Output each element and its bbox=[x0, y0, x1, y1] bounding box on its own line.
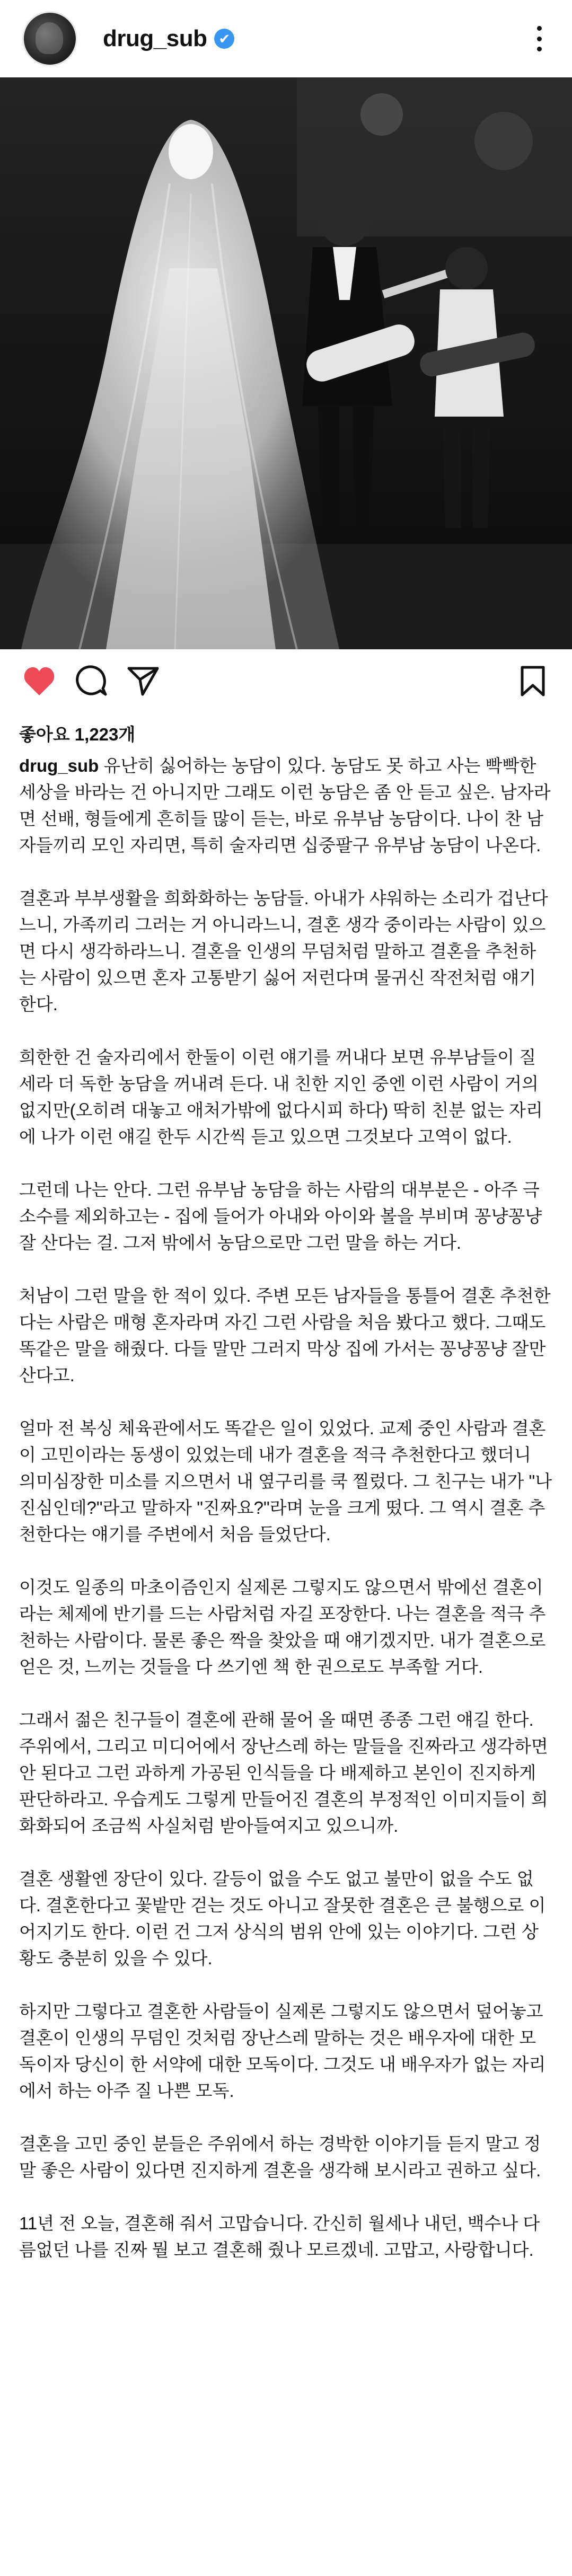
verified-badge-icon: ✔ bbox=[214, 29, 234, 49]
comment-button[interactable] bbox=[71, 661, 111, 701]
more-dot bbox=[537, 26, 542, 31]
like-button[interactable] bbox=[19, 661, 59, 701]
caption-paragraph: 얼마 전 복싱 체육관에서도 똑같은 일이 있었다. 교제 중인 사람과 결혼이 고민이라는 동생이 있었는데 내가 결혼을 적극 추천한다고 했더니 의미심장한 미소를 지으면서 내 옆구리를 쿡 찔렀다. 그 친구는 내가 "나 진심인데?"라고 말하자 "진짜요?"라며 눈을 크게 떴다. 그 역시 결혼 추천한다는 얘기를 주변에서 처음 들었단다. bbox=[19, 1418, 557, 1544]
caption-paragraph: 결혼을 고민 중인 분들은 주위에서 하는 경박한 이야기들 듣지 말고 정말 좋은 사람이 있다면 진지하게 결혼을 생각해 보시라고 권하고 싶다. bbox=[19, 2134, 541, 2180]
caption-paragraph bbox=[19, 753, 552, 859]
post-actions bbox=[0, 649, 572, 713]
post-caption bbox=[19, 753, 557, 2290]
caption-paragraph: 그런데 나는 안다. 그런 유부남 농담을 하는 사람의 대부분은 - 아주 극소수를 제외하고는 - 집에 들어가 아내와 아이와 볼을 부비며 꽁냥꽁냥 잘 산다는 걸. 그저 밖에서 농담으로만 그런 말을 하는 거다. bbox=[19, 1180, 547, 1252]
bookmark-icon bbox=[520, 665, 546, 697]
caption-paragraph: 이것도 일종의 마초이즘인지 실제론 그렇지도 않으면서 밖에선 결혼이라는 체제에 반기를 드는 사람처럼 자길 포장한다. 나는 결혼을 적극 추천하는 사람이다. 물론 좋은 짝을 찾았을 때 얘기겠지만. 내가 결혼으로 얻은 것, 느끼는 것들을 다 쓰기엔 책 한 권으로도 부족할 거다. bbox=[19, 1577, 551, 1677]
post-header bbox=[0, 0, 572, 77]
bookmark-button[interactable] bbox=[513, 661, 553, 701]
caption-paragraph: 그래서 젊은 친구들이 결혼에 관해 물어 올 때면 종종 그런 얘길 한다. 주위에서, 그리고 미디어에서 장난스레 하는 말들을 진짜라고 생각하면 안 된다고 그런 과하게 가공된 인식들을 다 배제하고 본인이 진지하게 판단하라고. 우습게도 그렇게 만들어진 결혼의 부정적인 이미지들이 희화화되어 조금씩 사실처럼 받아들여지고 있으니까. bbox=[19, 1710, 553, 1836]
username[interactable]: drug_sub bbox=[103, 25, 207, 51]
post-photo[interactable] bbox=[0, 77, 572, 649]
comment-icon bbox=[75, 665, 108, 698]
avatar[interactable] bbox=[22, 11, 77, 66]
wedding-photo-image bbox=[0, 77, 572, 649]
caption-paragraph: 하지만 그렇다고 결혼한 사람들이 실제론 그렇지도 않으면서 덮어놓고 결혼이 인생의 무덤인 것처럼 장난스레 말하는 것은 배우자에 대한 모독이자 당신이 한 서약에 대한 모독이다. 그것도 내 배우자가 없는 자리에서 하는 아주 질 나쁜 모독. bbox=[19, 2001, 548, 2101]
more-dot bbox=[537, 47, 542, 51]
more-options-icon[interactable] bbox=[529, 22, 550, 56]
caption-paragraph: 결혼과 부부생활을 희화화하는 농담들. 아내가 샤워하는 소리가 겁난다느니, 가족끼리 그러는 거 아니라느니, 결혼 생각 중이라는 사람이 있으면 다시 생각하라느니. 결혼을 인생의 무덤처럼 말하고 결혼을 추천하는 사람이 있으면 혼자 고통받기 싫어 저런다며 물귀신 작전처럼 얘기한다. bbox=[19, 888, 548, 1014]
share-icon bbox=[127, 666, 160, 696]
caption-paragraph: 희한한 건 술자리에서 한둘이 이런 얘기를 꺼내다 보면 유부남들이 질세라 더 독한 농담을 꺼내려 든다. 내 친한 지인 중엔 이런 사람이 거의 없지만(오히려 대놓고 애처가밖에 없다시피 하다) 딱히 친분 없는 자리에 나가 이런 얘길 한두 시간씩 듣고 있으면 그것보다 고역이 없다. bbox=[19, 1047, 544, 1146]
caption-paragraph: 처남이 그런 말을 한 적이 있다. 주변 모든 남자들을 통틀어 결혼 추천한다는 사람은 매형 혼자라며 자긴 그런 사람을 처음 봤다고 했다. 그때도 똑같은 말을 해줬다. 다들 말만 그러지 막상 집에 가서는 꽁냥꽁냥 잘만 산다고. bbox=[19, 1286, 551, 1385]
caption-text: 유난히 싫어하는 농담이 있다. 농담도 못 하고 사는 빡빡한 세상을 바라는 건 아니지만 그래도 이런 농담은 좀 안 듣고 싶은. 남자라면 선배, 형들에게 흔히들 많이 듣는, 바로 유부남 농담이다. 나이 찬 남자들끼리 모인 자리면, 특히 술자리면 십중팔구 유부남 농담이 나온다. bbox=[19, 756, 551, 855]
caption-author[interactable]: drug_sub bbox=[19, 756, 99, 775]
heart-icon bbox=[23, 666, 56, 696]
caption-paragraph: 11년 전 오늘, 결혼해 줘서 고맙습니다. 간신히 월세나 내던, 백수나 다름없던 나를 진짜 뭘 보고 결혼해 줬나 모르겠네. 고맙고, 사랑합니다. bbox=[19, 2213, 540, 2260]
more-dot bbox=[537, 37, 542, 41]
caption-paragraph: 결혼 생활엔 장단이 있다. 갈등이 없을 수도 없고 불만이 없을 수도 없다. 결혼한다고 꽃밭만 걷는 것도 아니고 잘못한 결혼은 큰 불행으로 이어지기도 한다. 이런 건 그저 상식의 범위 안에 있는 이야기다. 그런 상황도 충분히 있을 수 있다. bbox=[19, 1869, 546, 1968]
share-button[interactable] bbox=[123, 661, 163, 701]
likes-count[interactable]: 좋아요 1,223개 bbox=[19, 725, 136, 744]
